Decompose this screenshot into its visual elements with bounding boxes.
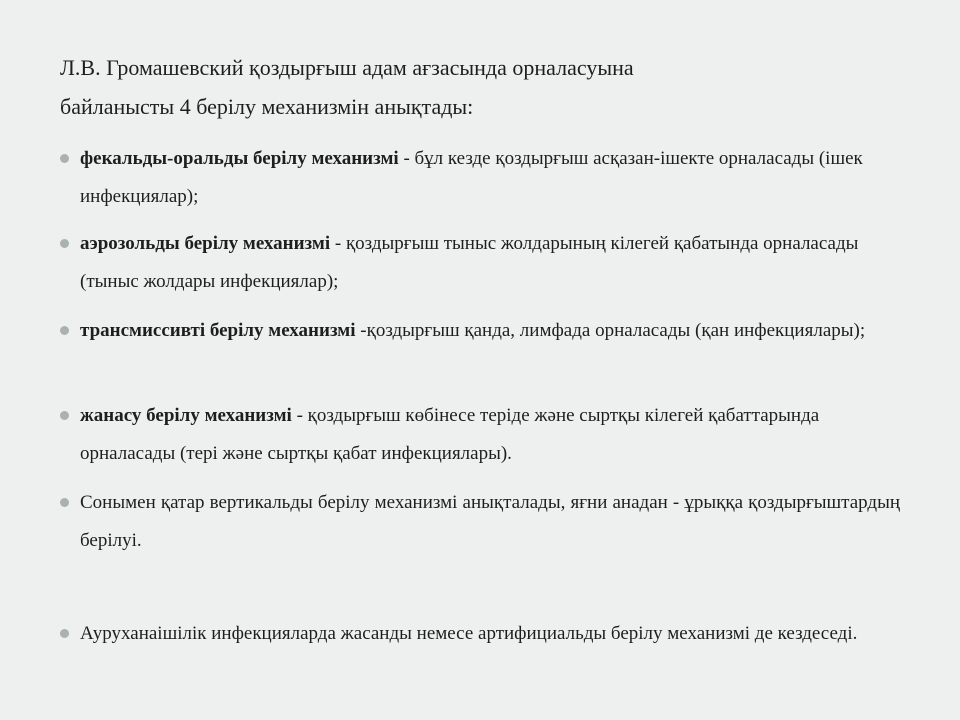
bullet-text [80, 140, 900, 216]
bullet-dot-icon [60, 411, 69, 420]
bullet-desc: - қоздырғыш тыныс жолдарының кілегей қабатында орналасады (тыныс жолдары инфекциялар); [80, 233, 859, 292]
bullet-contact [60, 397, 900, 473]
bullet-term: фекальды-оральды берілу механизмі [80, 148, 399, 169]
bullet-dot-icon [60, 239, 69, 248]
bullet-transmissive [60, 312, 900, 350]
bullet-dot-icon [60, 154, 69, 163]
intro-text [60, 48, 900, 126]
bullet-nosocomial [60, 615, 900, 653]
bullet-vertical [60, 484, 900, 560]
bullet-dot-icon [60, 629, 69, 638]
bullet-term: трансмиссивті берілу механизмі [80, 320, 356, 341]
intro-line-1: Л.В. Громашевский қоздырғыш адам ағзасында орналасуына [60, 55, 634, 80]
bullet-text: Ауруханаішілік инфекцияларда жасанды немесе артифициальды берілу механизмі де кездеседі. [80, 623, 858, 644]
bullet-desc: - қоздырғыш көбінесе теріде және сыртқы кілегей қабаттарында орналасады (тері және сыртқы қабат инфекциялары). [80, 405, 820, 464]
bullet-term: жанасу берілу механизмі [80, 405, 292, 426]
bullet-desc: -қоздырғыш қанда, лимфада орналасады (қан инфекциялары); [355, 320, 866, 341]
bullet-dot-icon [60, 326, 69, 335]
bullet-dot-icon [60, 498, 69, 507]
bullet-text [80, 397, 900, 473]
bullet-text: Сонымен қатар вертикальды берілу механизмі анықталады, яғни анадан - ұрыққа қоздырғыштардың берілуі. [80, 492, 900, 551]
intro-line-2: байланысты 4 берілу механизмін анықтады: [60, 94, 474, 119]
bullet-fecal-oral [60, 140, 900, 216]
bullet-desc: - бұл кезде қоздырғыш асқазан-ішекте орналасады (ішек инфекциялар); [80, 148, 863, 207]
bullet-text [80, 312, 900, 350]
bullet-text [80, 225, 900, 301]
bullet-term: аэрозольды берілу механизмі [80, 233, 331, 254]
bullet-aerosol [60, 225, 900, 301]
